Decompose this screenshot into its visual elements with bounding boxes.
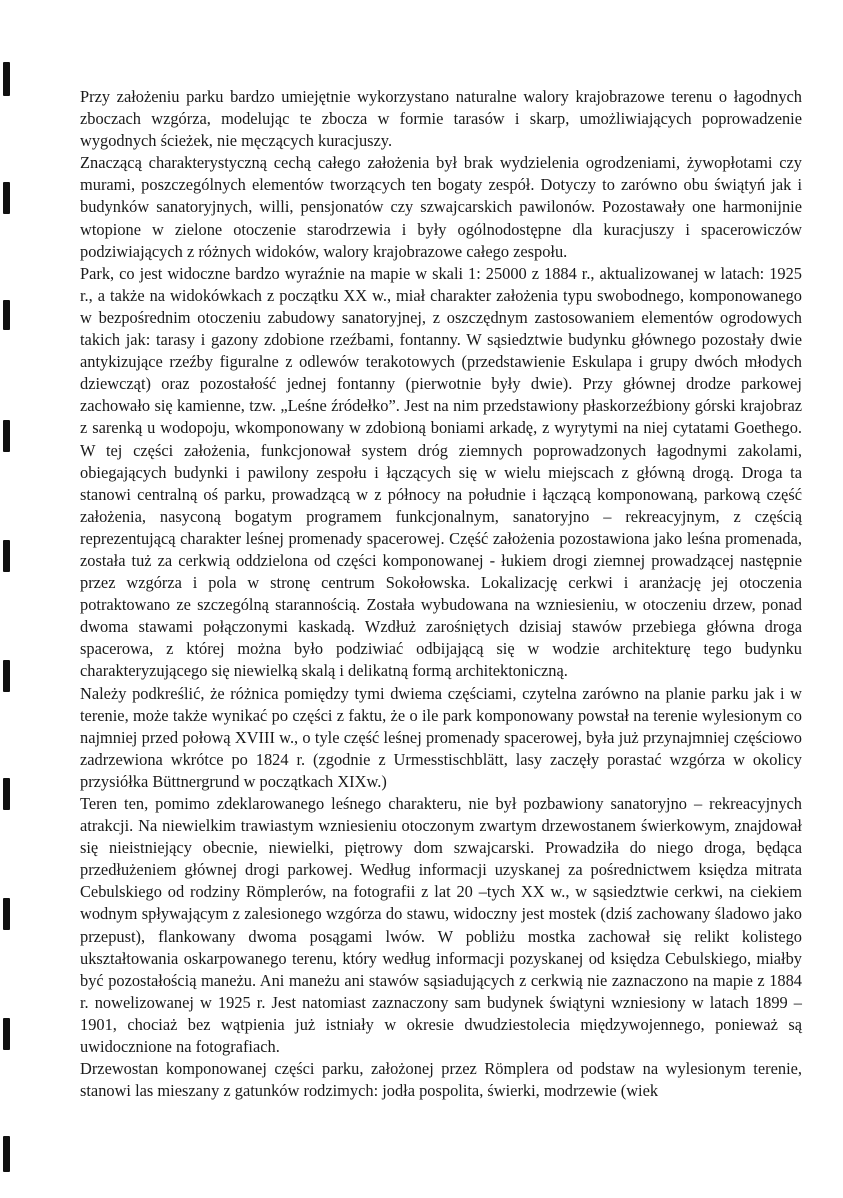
scan-edge-mark [3,182,10,214]
paragraph: Przy założeniu parku bardzo umiejętnie wykorzystano naturalne walory krajobrazowe terenu o łagodnych zboczach wzgórza, modelując te zbocza w formie tarasów i skarp, umożliwiających poprowadzenie wygodnych ścieżek, nie męczących kuracjuszy. [80,87,802,151]
scan-edge-mark [3,660,10,692]
scan-edge-mark [3,540,10,572]
paragraph: Drzewostan komponowanej części parku, założonej przez Römplera od podstaw na wylesionym terenie, stanowi las mieszany z gatunków rodzimych: jodła pospolita, świerki, modrzewie (wiek [80,1059,802,1101]
paragraph: Teren ten, pomimo zdeklarowanego leśnego charakteru, nie był pozbawiony sanatoryjno – rekreacyjnych atrakcji. Na niewielkim trawiastym wzniesieniu otoczonym zwartym drzewostanem świerkowym, znajdował się nieistniejący obecnie, niewielki, piętrowy dom szwajcarski. Prowadziła do niego droga, będąca przedłużeniem głównej drogi parkowej. Według informacji uzyskanej za pośrednictwem księdza mitrata Cebulskiego od rodziny Römplerów, na fotografii z lat 20 –tych XX w., w sąsiedztwie cerkwi, na ciekiem wodnym spływającym z zalesionego wzgórza do stawu, widoczny jest mostek (dziś zachowany śladowo jako przepust), flankowany dwoma posągami lwów. W pobliżu mostka zachował się relikt kolistego ukształtowania oskarpowanego terenu, który według informacji pozyskanej od księdza Cebulskiego, miałby być pozostałością maneżu. Ani maneżu ani stawów sąsiadujących z cerkwią nie zaznaczono na mapie z 1884 r. nowelizowanej w 1925 r. Jest natomiast zaznaczony sam budynek świątyni wzniesiony w latach 1899 –1901, chociaż bez wątpienia już istniały w okresie dwudziestolecia międzywojennego, ponieważ są uwidocznione na fotografiach. [80,794,802,1057]
scan-edge-mark [3,420,10,452]
body-text [80,86,802,1102]
paragraph: Park, co jest widoczne bardzo wyraźnie na mapie w skali 1: 25000 z 1884 r., aktualizowanej w latach: 1925 r., a także na widokówkach z początku XX w., miał charakter założenia typu swobodnego, komponowanego w bezpośrednim otoczeniu zabudowy sanatoryjnej, z oszczędnym zastosowaniem elementów ogrodowych takich jak: tarasy i gazony zdobione rzeźbami, fontanny. W sąsiedztwie budynku głównego pozostały dwie antykizujące rzeźby figuralne z odlewów terakotowych (przedstawienie Eskulapa i grupy dwóch młodych dziewcząt) oraz pozostałość jednej fontanny (pierwotnie były dwie). Przy głównej drodze parkowej zachowało się kamienne, tzw. „Leśne źródełko”. Jest na nim przedstawiony płaskorzeźbiony górski krajobraz z sarenką u wodopoju, wkomponowany w zdobioną boniami arkadę, z wyrytymi na niej cytatami Goethego. W tej części założenia, funkcjonował system dróg ziemnych poprowadzonych łagodnymi zakolami, obiegających budynki i pawilony zespołu i łączących się w wielu miejscach z główną drogą. Droga ta stanowi centralną oś parku, prowadzącą w z północy na południe i łączącą komponowaną, parkową część założenia, nasyconą bogatym programem funkcjonalnym, sanatoryjno – rekreacyjnym, z częścią reprezentującą charakter leśnej promenady spacerowej. Część założenia pozostawiona jako leśna promenada, została tuż za cerkwią oddzielona od części komponowanej - łukiem drogi ziemnej prowadzącej następnie przez wzgórza i pola w stronę centrum Sokołowska. Lokalizację cerkwi i aranżację jej otoczenia potraktowano ze szczególną starannością. Została wybudowana na wzniesieniu, w otoczeniu drzew, ponad dwoma stawami połączonymi kaskadą. Wzdłuż zarośniętych dzisiaj stawów przebiega główna droga spacerowa, z której można było podziwiać odbijającą się w wodzie architekturę tego budynku charakteryzującego się niewielką skalą i delikatną formą architektoniczną. [80,263,802,681]
scan-edge-mark [3,1018,10,1050]
scan-edge-mark [3,778,10,810]
scan-edge-mark [3,300,10,330]
paragraph: Znaczącą charakterystyczną cechą całego założenia był brak wydzielenia ogrodzeniami, żywopłotami czy murami, poszczególnych elementów tworzących ten bogaty zespół. Dotyczy to zarówno obu świątyń jak i budynków sanatoryjnych, willi, pensjonatów czy szwajcarskich pawilonów. Pozostawały one harmonijnie wtopione w zielone otoczenie starodrzewia i były ogólnodostępne dla kuracjuszy i spacerowiczów podziwiających z różnych widoków, walory krajobrazowe całego zespołu. [80,153,802,261]
scan-edge-mark [3,1136,10,1172]
paragraph: Należy podkreślić, że różnica pomiędzy tymi dwiema częściami, czytelna zarówno na planie parku jak i w terenie, może także wynikać po części z faktu, że o ile park komponowany powstał na terenie wylesionym co najmniej przed połową XVIII w., o tyle część leśnej promenady spacerowej, była już przynajmniej częściowo zadrzewiona wkrótce po 1824 r. (zgodnie z Urmesstischblätt, lasy zaczęły porastać wzgórza w okolicy przysiółka Büttnergrund w początkach XIXw.) [80,683,802,791]
scan-edge-mark [3,898,10,930]
scan-edge-mark [3,62,10,96]
